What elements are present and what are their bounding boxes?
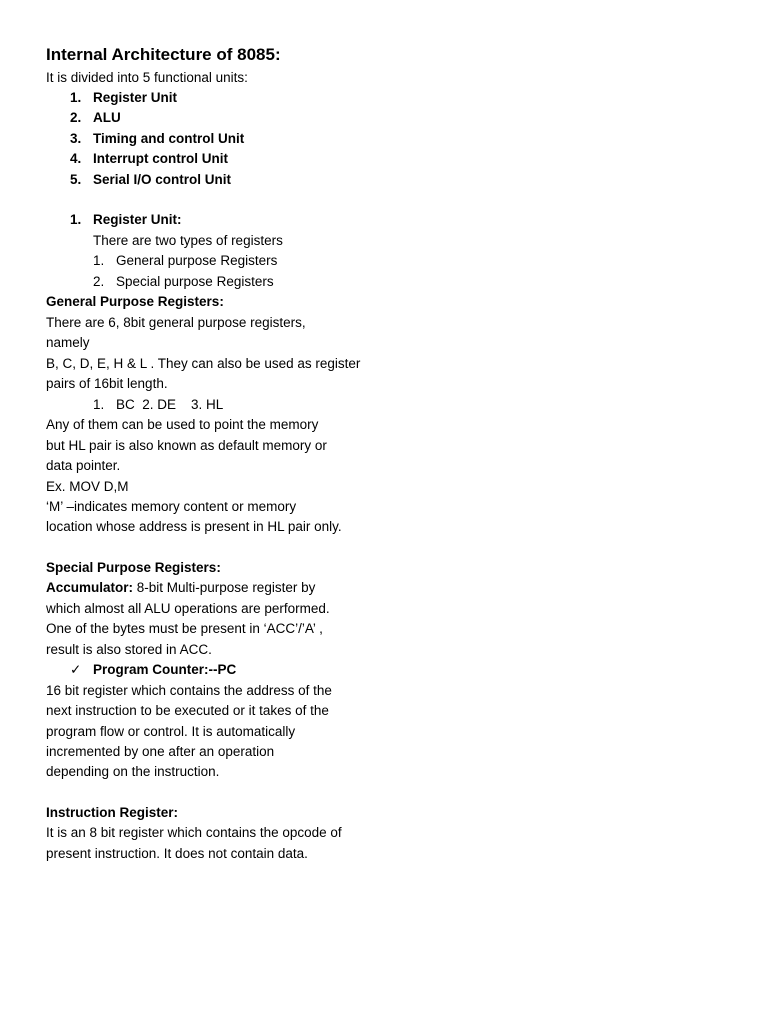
program-counter-heading [70, 660, 237, 680]
instruction-register-heading: Instruction Register: [46, 805, 179, 820]
list-number: 2. [70, 110, 82, 125]
list-number: 3. [70, 131, 82, 146]
unit-label: Interrupt control Unit [93, 151, 228, 166]
register-types-text: There are two types of registers [93, 233, 283, 248]
unit-item [70, 129, 245, 149]
register-pairs [93, 395, 224, 415]
unit-item [70, 108, 121, 128]
program-counter-label: Program Counter:--PC [93, 662, 237, 677]
paragraph-line: There are 6, 8bit general purpose registers, [46, 315, 306, 330]
page-title: Internal Architecture of 8085: [46, 45, 281, 64]
accumulator-text: 8-bit Multi-purpose register by [133, 580, 316, 595]
register-unit-heading [70, 210, 182, 230]
register-type-label: Special purpose Registers [116, 274, 274, 289]
spr-heading: Special Purpose Registers: [46, 560, 221, 575]
unit-label: Register Unit [93, 90, 178, 105]
paragraph-line: ‘M’ –indicates memory content or memory [46, 499, 297, 514]
paragraph-line: Any of them can be used to point the memory [46, 417, 319, 432]
register-type-label: General purpose Registers [116, 253, 278, 268]
section-heading: Register Unit: [93, 212, 182, 227]
intro-text: It is divided into 5 functional units: [46, 70, 248, 85]
paragraph-line: program flow or control. It is automatically [46, 724, 296, 739]
gpr-heading: General Purpose Registers: [46, 294, 224, 309]
accumulator-line [46, 578, 315, 598]
unit-item [70, 170, 232, 190]
paragraph-line: next instruction to be executed or it takes of the [46, 703, 329, 718]
paragraph-line: One of the bytes must be present in ‘ACC’/’A’ , [46, 621, 323, 636]
unit-item [70, 88, 178, 108]
paragraph-line: result is also stored in ACC. [46, 642, 212, 657]
paragraph-line: present instruction. It does not contain data. [46, 846, 308, 861]
unit-label: Serial I/O control Unit [93, 172, 232, 187]
paragraph-line: but HL pair is also known as default memory or [46, 438, 327, 453]
paragraph-line: 16 bit register which contains the address of the [46, 683, 332, 698]
list-number: 4. [70, 151, 82, 166]
paragraph-line: location whose address is present in HL pair only. [46, 519, 342, 534]
unit-label: ALU [93, 110, 121, 125]
paragraph-line: incremented by one after an operation [46, 744, 275, 759]
register-pairs-text: BC 2. DE 3. HL [116, 397, 224, 412]
paragraph-line: which almost all ALU operations are performed. [46, 601, 330, 616]
paragraph-line: namely [46, 335, 90, 350]
check-icon: ✓ [70, 662, 82, 677]
register-type-item [93, 272, 274, 292]
paragraph-line: depending on the instruction. [46, 764, 220, 779]
list-number: 5. [70, 172, 82, 187]
paragraph-line: B, C, D, E, H & L . They can also be used as register [46, 356, 361, 371]
register-type-item [93, 251, 278, 271]
accumulator-label: Accumulator: [46, 580, 134, 595]
list-number: 1. [93, 397, 105, 412]
list-number: 1. [70, 212, 82, 227]
list-number: 1. [93, 253, 105, 268]
unit-item [70, 149, 228, 169]
paragraph-line: It is an 8 bit register which contains the opcode of [46, 825, 342, 840]
list-number: 1. [70, 90, 82, 105]
paragraph-line: pairs of 16bit length. [46, 376, 168, 391]
paragraph-line: data pointer. [46, 458, 121, 473]
example-line: Ex. MOV D,M [46, 479, 129, 494]
unit-label: Timing and control Unit [93, 131, 245, 146]
list-number: 2. [93, 274, 105, 289]
